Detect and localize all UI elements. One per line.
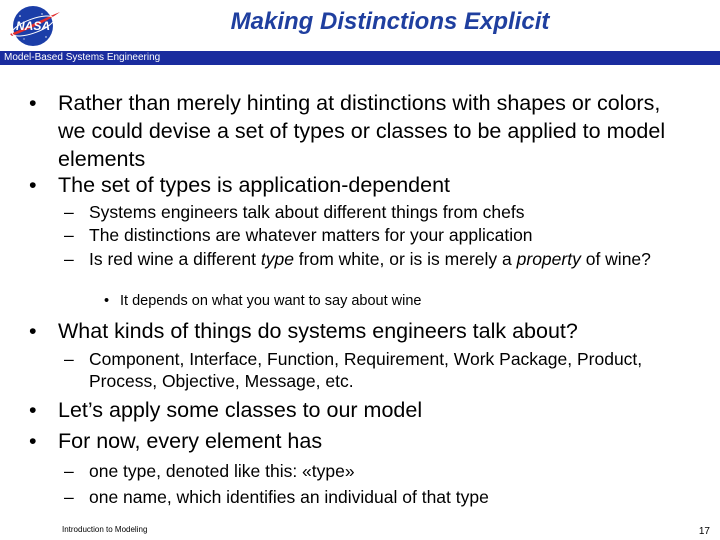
- dash-marker: –: [64, 487, 74, 507]
- dash-marker: –: [64, 225, 74, 245]
- sub-sub-bullet-text: It depends on what you want to say about wine: [120, 293, 422, 309]
- dash-marker: –: [64, 349, 74, 369]
- text-run: Is red wine a different: [89, 249, 261, 269]
- bullet-text: Rather than merely hinting at distinctions with shapes or colors, we could devise a set of types or classes to be applied to model elements: [58, 91, 666, 171]
- slide-title: Making Distinctions Explicit: [230, 8, 550, 35]
- bullet-marker: •: [104, 293, 110, 309]
- dash-marker: –: [64, 249, 74, 269]
- bullet-marker: •: [29, 173, 37, 197]
- emphasis-property: property: [516, 249, 581, 269]
- footer-title: Introduction to Modeling: [62, 525, 148, 534]
- bullet-text: The set of types is application-dependent: [58, 173, 451, 197]
- dash-marker: –: [64, 202, 74, 222]
- sub-bullet-text: one name, which identifies an individual of that type: [89, 487, 489, 507]
- bullet-text: For now, every element has: [58, 429, 323, 453]
- banner-bar: [0, 51, 720, 65]
- emphasis-type: type: [260, 249, 294, 269]
- sub-bullet-text: one type, denoted like this: «type»: [89, 461, 355, 481]
- bullet-text: What kinds of things do systems engineers talk about?: [58, 319, 578, 343]
- sub-bullet-text: Component, Interface, Function, Requirement, Work Package, Product, Process, Objective, Message, etc.: [89, 349, 643, 391]
- page-number: 17: [698, 526, 710, 537]
- sub-bullet-text: [89, 248, 689, 270]
- banner-text: Model-Based Systems Engineering: [4, 52, 161, 63]
- bullet-marker: •: [29, 429, 37, 453]
- bullet-marker: •: [29, 398, 37, 422]
- sub-bullet-text: The distinctions are whatever matters for your application: [89, 225, 533, 245]
- text-run: from white, or is is merely a: [293, 249, 517, 269]
- bullet-text: Let’s apply some classes to our model: [58, 398, 423, 422]
- text-run: of wine?: [580, 249, 651, 269]
- nasa-logo-text: NASA: [15, 19, 51, 33]
- sub-bullet-text: Systems engineers talk about different things from chefs: [89, 202, 525, 222]
- bullet-marker: •: [29, 319, 37, 343]
- dash-marker: –: [64, 461, 74, 481]
- bullet-marker: •: [29, 91, 37, 115]
